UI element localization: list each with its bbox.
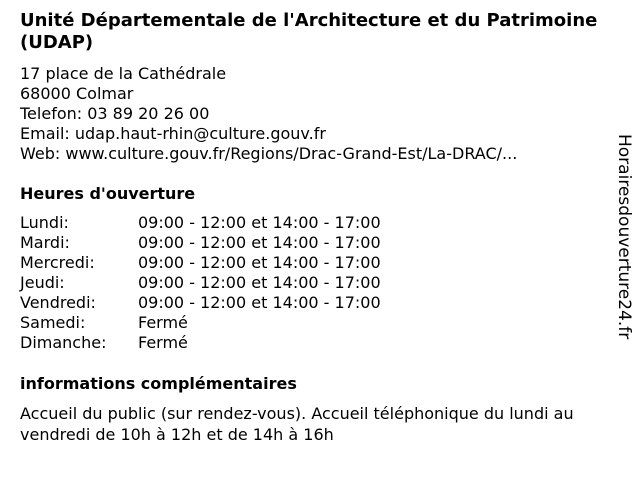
additional-info-heading: informations complémentaires	[20, 374, 297, 393]
time-value: Fermé	[138, 313, 188, 332]
additional-info-text: Accueil du public (sur rendez-vous). Accueil téléphonique du lundi au vendredi de 10h à 12h et de 14h à 16h	[20, 404, 574, 444]
phone-number: Telefon: 03 89 20 26 00	[20, 104, 210, 123]
day-label: Mercredi:	[20, 253, 95, 272]
opening-hours-heading: Heures d'ouverture	[20, 184, 196, 203]
email-address: Email: udap.haut-rhin@culture.gouv.fr	[20, 124, 326, 143]
time-value: 09:00 - 12:00 et 14:00 - 17:00	[138, 213, 381, 232]
site-watermark: Horairesdouverture24.fr	[614, 134, 634, 340]
day-label: Mardi:	[20, 233, 70, 252]
website-link: Web: www.culture.gouv.fr/Regions/Drac-Grand-Est/La-DRAC/...	[20, 144, 518, 163]
time-value: 09:00 - 12:00 et 14:00 - 17:00	[138, 293, 381, 312]
day-label: Dimanche:	[20, 333, 107, 352]
day-label: Lundi:	[20, 213, 69, 232]
time-value: 09:00 - 12:00 et 14:00 - 17:00	[138, 233, 381, 252]
day-label: Jeudi:	[20, 273, 65, 292]
time-value: 09:00 - 12:00 et 14:00 - 17:00	[138, 253, 381, 272]
day-label: Samedi:	[20, 313, 86, 332]
address-block	[20, 64, 600, 164]
time-value: 09:00 - 12:00 et 14:00 - 17:00	[138, 273, 381, 292]
city: 68000 Colmar	[20, 84, 134, 103]
page-title: Unité Départementale de l'Architecture et du Patrimoine (UDAP)	[20, 10, 598, 53]
street-address: 17 place de la Cathédrale	[20, 64, 227, 83]
day-label: Vendredi:	[20, 293, 96, 312]
time-value: Fermé	[138, 333, 188, 352]
